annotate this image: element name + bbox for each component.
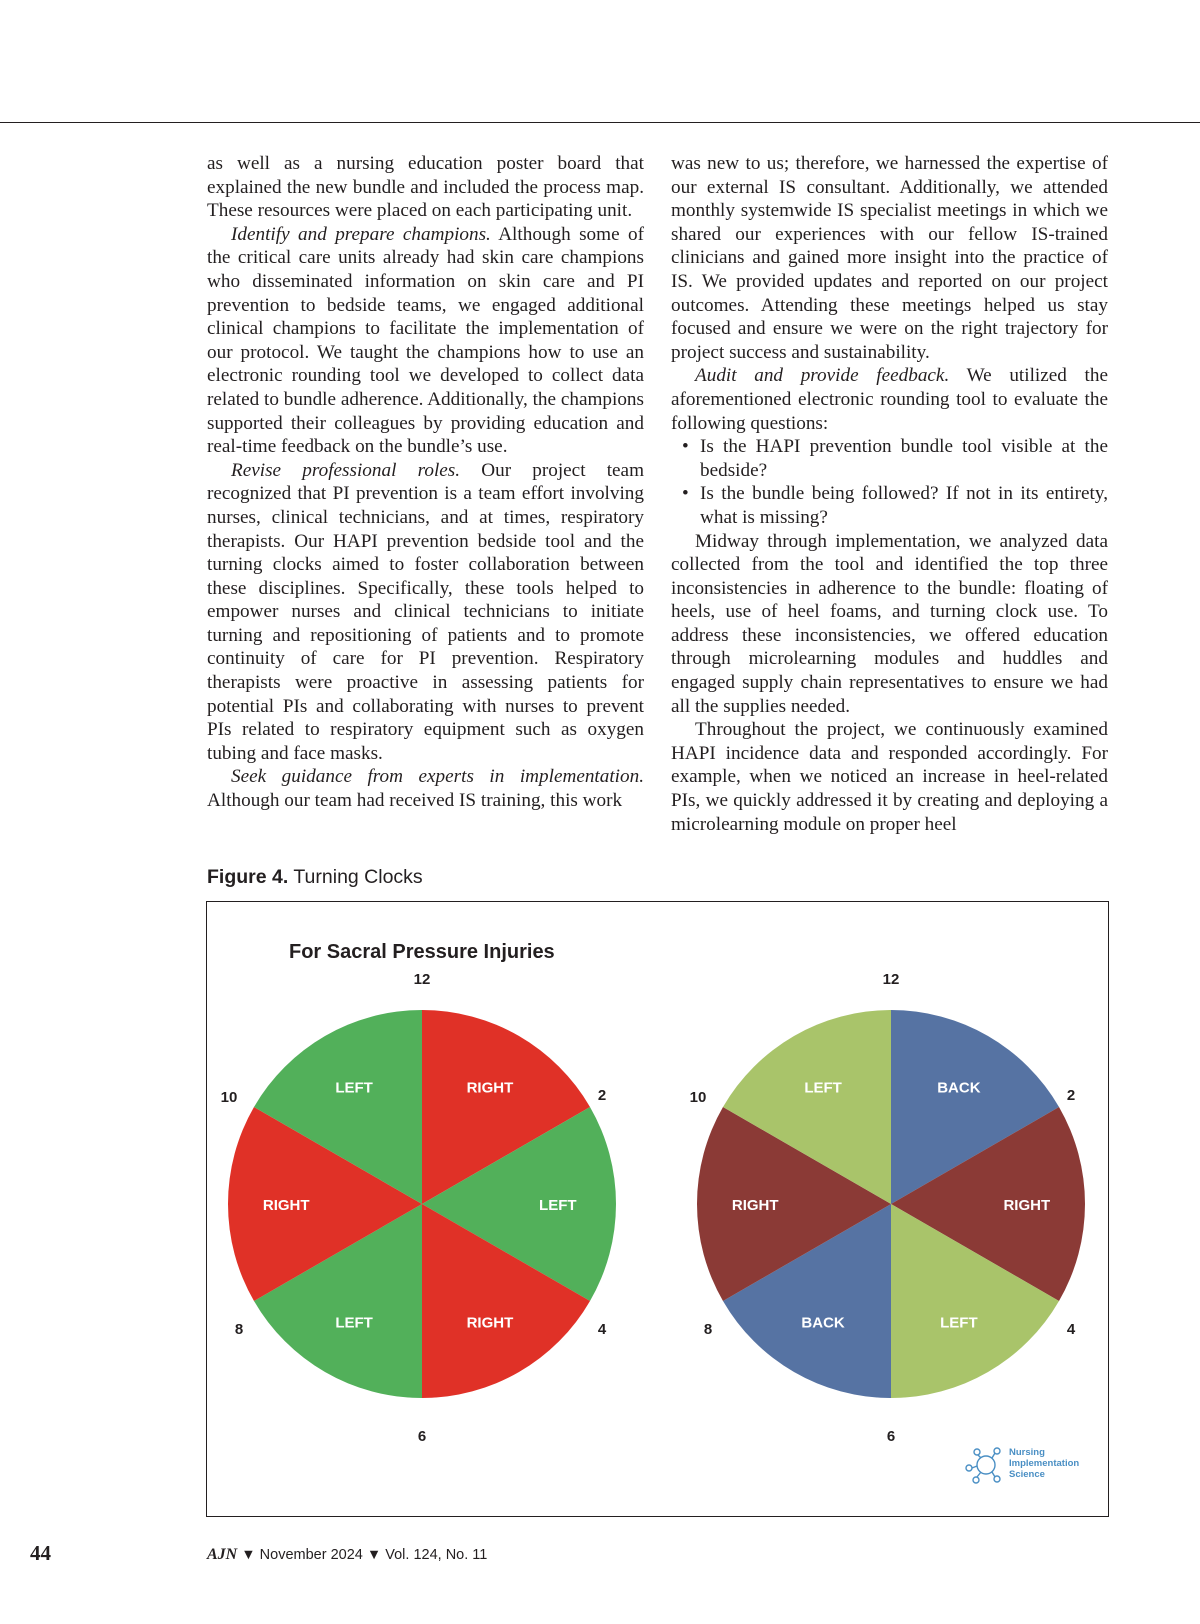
run-in-heading: Revise professional roles. <box>231 459 461 481</box>
segment-label: LEFT <box>940 1314 978 1332</box>
question-list <box>671 435 1108 529</box>
clock-number: 6 <box>417 1428 427 1445</box>
turning-clocks-figure <box>207 902 1107 1515</box>
paragraph <box>671 364 1108 435</box>
run-in-heading: Identify and prepare champions. <box>231 223 491 245</box>
paragraph <box>207 223 644 459</box>
paragraph-body: Our project team recognized that PI prevention is a team effort involving nurses, clinical technicians, and at times, respiratory therapists. Our HAPI prevention bedside tool and the turning clocks aimed to foster collaboration between these disciplines. Specifically, these tools helped to empower nurses and clinical technicians to initiate turning and repositioning of patients and to promote continuity of care for PI prevention. Respiratory therapists were proactive in assessing patients for potential PIs and collaborating with nurses to prevent PIs related to respiratory equipment such as oxygen tubing and face masks. <box>207 459 644 764</box>
clock-number: 4 <box>1066 1321 1076 1338</box>
segment-label: RIGHT <box>466 1314 514 1332</box>
paragraph-body: We utilized the aforementioned electronic rounding tool to evaluate the following questions: <box>671 365 1108 434</box>
clock-number: 4 <box>597 1321 607 1338</box>
paragraph: was new to us; therefore, we harnessed the expertise of our external IS consultant. Additionally, we attended monthly systemwide IS specialist meetings in which we shared our experiences with our fellow IS-trained clinicians and gained more insight into the practice of IS. We provided updates and reported on our project outcomes. Attending these meetings helped us stay focused and ensure we were on the right trajectory for project success and sustainability. <box>671 153 1108 363</box>
figure-caption <box>207 866 423 889</box>
logo-text: Science <box>1009 1469 1045 1480</box>
clock-number: 6 <box>886 1428 896 1445</box>
clock-number: 8 <box>703 1321 713 1338</box>
segment-label: BACK <box>937 1079 981 1097</box>
run-in-heading: Seek guidance from experts in implementation. <box>231 766 644 788</box>
paragraph <box>207 459 644 766</box>
segment-label: LEFT <box>335 1314 373 1332</box>
separator: ▼ <box>366 1547 382 1563</box>
run-in-heading: Audit and provide feedback. <box>695 365 950 387</box>
separator: ▼ <box>241 1547 256 1563</box>
segment-label: RIGHT <box>262 1197 310 1214</box>
paragraph <box>207 765 644 812</box>
segment-label: LEFT <box>804 1079 842 1097</box>
clock-number: 10 <box>220 1089 238 1106</box>
paragraph: as well as a nursing education poster board that explained the new bundle and included the process map. These resources were placed on each participating unit. <box>207 153 644 222</box>
running-footer <box>207 1546 487 1564</box>
clock-number: 2 <box>597 1087 607 1104</box>
paragraph: Midway through implementation, we analyzed data collected from the tool and identified the top three inconsistencies in adherence to the bundle: floating of heels, use of heel foams, and turning clock use. To address these inconsistencies, we offered education through microlearning modules and huddles and engaged supply chain representatives to ensure we had all the supplies needed. <box>671 530 1108 717</box>
list-item: • Is the bundle being followed? If not in its entirety, what is missing? <box>671 482 1108 529</box>
segment-label: BACK <box>801 1314 845 1332</box>
segment-label: RIGHT <box>1003 1197 1051 1214</box>
clock-number: 8 <box>234 1321 244 1338</box>
clock-number: 10 <box>689 1089 707 1106</box>
network-icon <box>966 1448 1000 1483</box>
paragraph-body: Although our team had received IS training, this work <box>207 790 623 812</box>
list-item: • Is the HAPI prevention bundle tool visible at the bedside? <box>671 435 1108 482</box>
clock-number: 12 <box>882 971 900 988</box>
clock-title: For Sacral Pressure Injuries <box>289 941 555 963</box>
turning-clock-2 <box>690 971 1085 1445</box>
figure-title: Turning Clocks <box>293 866 423 888</box>
segment-label: LEFT <box>539 1197 577 1214</box>
sacral-turning-clock <box>221 971 616 1445</box>
text-column-left <box>207 152 644 813</box>
text-column-right <box>671 152 1108 836</box>
segment-label: RIGHT <box>466 1079 514 1097</box>
figure-label: Figure 4. <box>207 866 289 888</box>
issue-date: November 2024 <box>259 1547 363 1563</box>
paragraph-body: Although some of the critical care units already had skin care champions who disseminated information on skin care and PI prevention to bedside teams, we engaged additional clinical champions to facilitate the implementation of our protocol. We taught the champions how to use an electronic rounding tool we developed to collect data related to bundle adherence. Additionally, the champions supported their colleagues by providing education and real-time feedback on the bundle’s use. <box>207 223 644 458</box>
logo-text: Nursing <box>1009 1447 1045 1458</box>
clock-number: 12 <box>413 971 431 988</box>
page-number: 44 <box>30 1541 51 1565</box>
nursing-implementation-science-logo <box>966 1447 1079 1483</box>
header-rule <box>0 122 1200 123</box>
journal-name: AJN <box>207 1546 238 1563</box>
paragraph: Throughout the project, we continuously examined HAPI incidence data and responded accordingly. For example, when we noticed an increase in heel-related PIs, we quickly addressed it by creating and deploying a microlearning module on proper heel <box>671 719 1108 835</box>
segment-label: LEFT <box>335 1079 373 1097</box>
clock-number: 2 <box>1066 1087 1076 1104</box>
volume-issue: Vol. 124, No. 11 <box>385 1547 488 1563</box>
figure-box <box>206 901 1109 1517</box>
segment-label: RIGHT <box>731 1197 779 1214</box>
logo-text: Implementation <box>1009 1458 1080 1469</box>
